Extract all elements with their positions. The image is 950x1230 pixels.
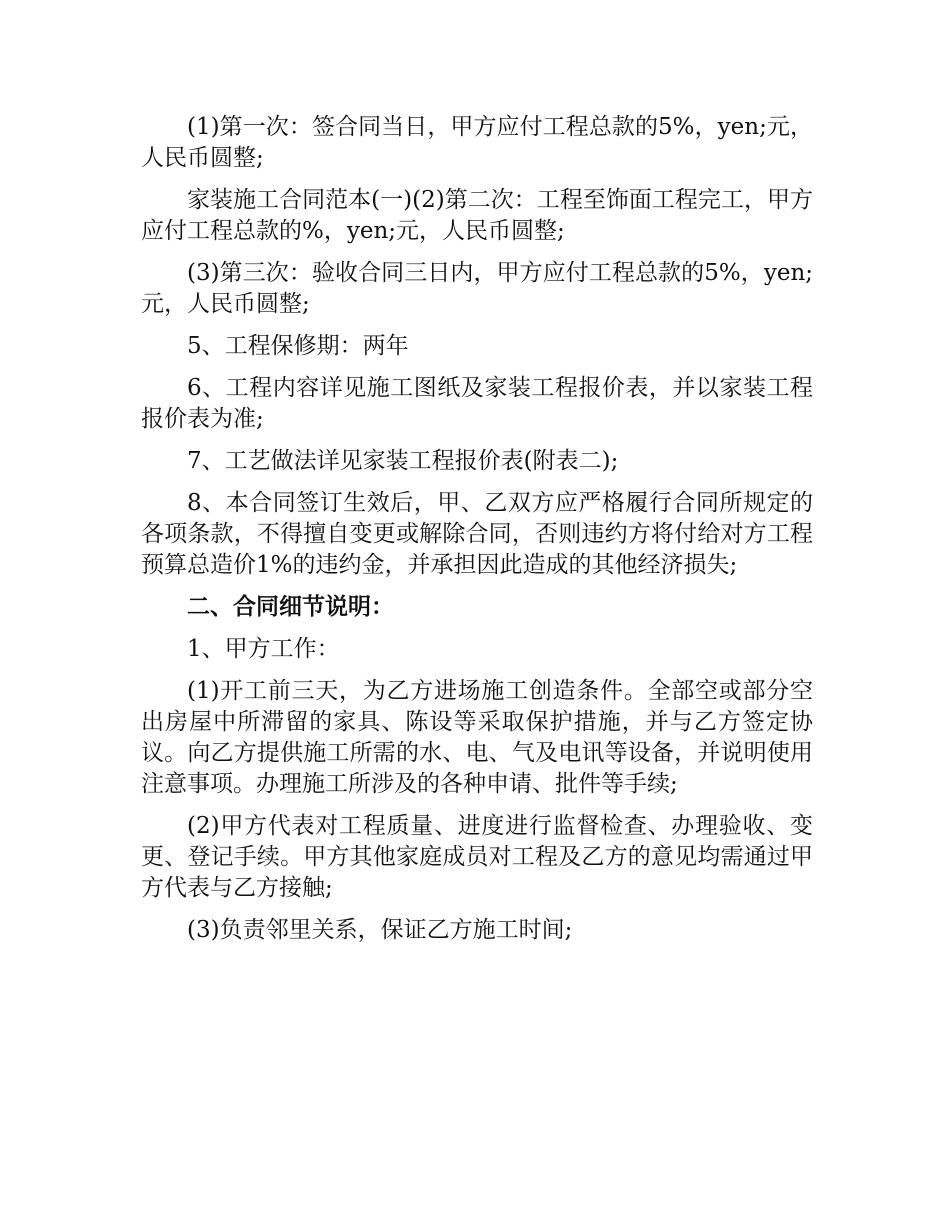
paragraph-payment-second: 家装施工合同范本(一)(2)第二次：工程至饰面工程完工，甲方应付工程总款的%，yen;元，人民币圆整; — [141, 187, 813, 244]
paragraph-process: 7、工艺做法详见家装工程报价表(附表二); — [187, 448, 619, 474]
paragraph-warranty: 5、工程保修期：两年 — [187, 333, 409, 359]
paragraph-payment-third: (3)第三次：验收合同三日内，甲方应付工程总款的5%，yen;元，人民币圆整; — [141, 260, 813, 317]
paragraph-payment-first: (1)第一次：签合同当日，甲方应付工程总款的5%，yen;元，人民币圆整; — [141, 114, 813, 171]
paragraph-party-a-duty-1: (1)开工前三天，为乙方进场施工创造条件。全部空或部分空出房屋中所滞留的家具、陈设等采取保护措施，并与乙方签定协议。向乙方提供施工所需的水、电、气及电讯等设备，并说明使用注意事项。办理施工所涉及的各种申请、批件等手续; — [141, 678, 813, 797]
document-page — [141, 112, 813, 957]
paragraph-party-a-duty-2: (2)甲方代表对工程质量、进度进行监督检查、办理验收、变更、登记手续。甲方其他家庭成员对工程及乙方的意见均需通过甲方代表与乙方接触; — [141, 813, 813, 901]
paragraph-party-a-work: 1、甲方工作： — [187, 636, 340, 662]
paragraph-party-a-duty-3: (3)负责邻里关系，保证乙方施工时间; — [187, 917, 573, 943]
paragraph-work-content: 6、工程内容详见施工图纸及家装工程报价表，并以家装工程报价表为准; — [141, 375, 813, 432]
paragraph-breach: 8、本合同签订生效后，甲、乙双方应严格履行合同所规定的各项条款，不得擅自变更或解除合同，否则违约方将付给对方工程预算总造价1%的违约金，并承担因此造成的其他经济损失; — [141, 490, 813, 578]
section-heading-contract-details: 二、合同细节说明： — [187, 594, 394, 620]
